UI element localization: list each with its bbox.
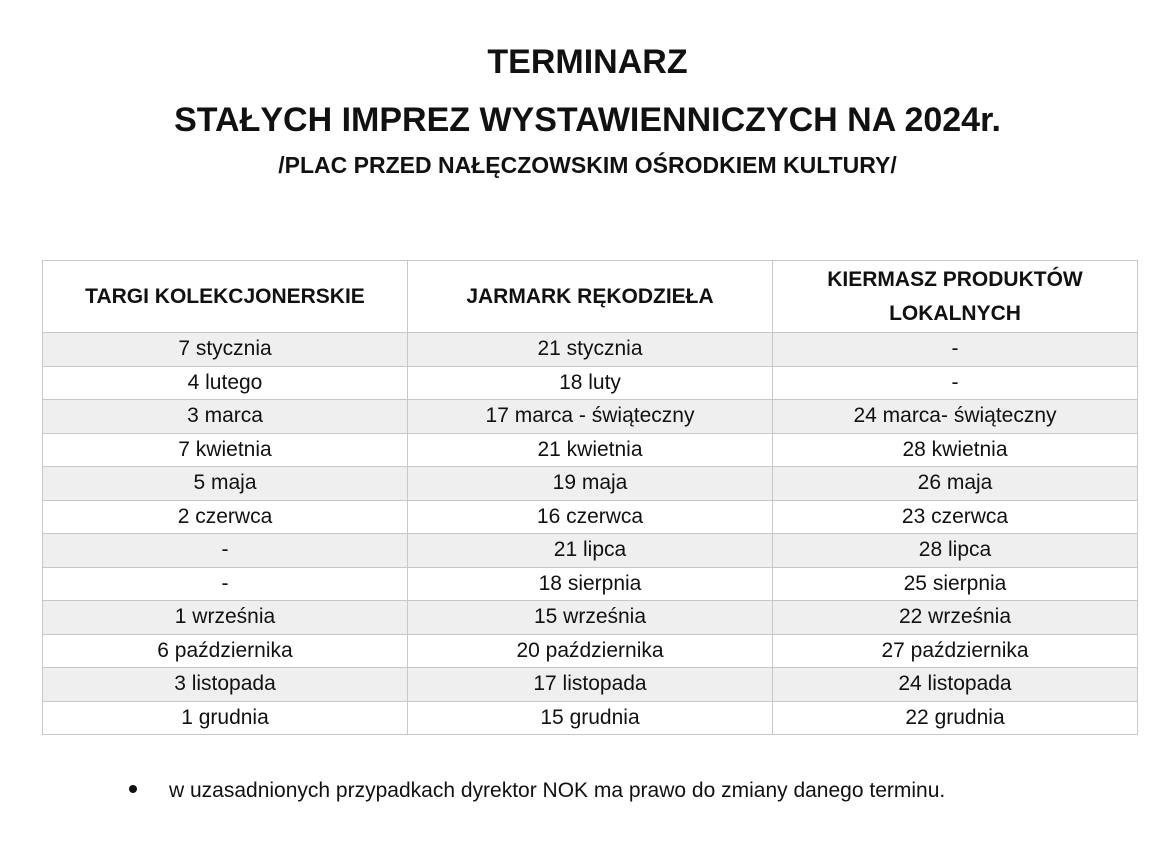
table-cell: 6 października	[43, 634, 408, 668]
table-body	[43, 333, 1138, 735]
column-header-handicraft-fair: JARMARK RĘKODZIEŁA	[408, 261, 773, 333]
table-row	[43, 500, 1138, 534]
bullet-icon	[129, 785, 137, 793]
table-row	[43, 601, 1138, 635]
table-cell: 26 maja	[773, 467, 1138, 501]
table-row	[43, 333, 1138, 367]
table-cell: -	[43, 567, 408, 601]
table-cell: 23 czerwca	[773, 500, 1138, 534]
table-cell: 28 lipca	[773, 534, 1138, 568]
table-cell: 21 kwietnia	[408, 433, 773, 467]
page-subtitle: STAŁYCH IMPREZ WYSTAWIENNICZYCH NA 2024r.	[174, 101, 1001, 139]
table-cell: -	[773, 366, 1138, 400]
table-cell: 3 listopada	[43, 668, 408, 702]
table-row	[43, 400, 1138, 434]
table-header-row	[43, 261, 1138, 333]
table-cell: 20 października	[408, 634, 773, 668]
table-cell: 28 kwietnia	[773, 433, 1138, 467]
table-cell: 15 grudnia	[408, 701, 773, 735]
table-cell: 5 maja	[43, 467, 408, 501]
table-cell: 2 czerwca	[43, 500, 408, 534]
table-cell: 22 września	[773, 601, 1138, 635]
table-cell: 7 stycznia	[43, 333, 408, 367]
column-header-collectors-fair: TARGI KOLEKCJONERSKIE	[43, 261, 408, 333]
table-row	[43, 467, 1138, 501]
table-cell: 24 marca- świąteczny	[773, 400, 1138, 434]
table-cell: 4 lutego	[43, 366, 408, 400]
table-cell: 16 czerwca	[408, 500, 773, 534]
table-cell: 21 lipca	[408, 534, 773, 568]
table-cell: -	[773, 333, 1138, 367]
table-cell: 19 maja	[408, 467, 773, 501]
footnote-text: w uzasadnionych przypadkach dyrektor NOK ma prawo do zmiany danego terminu.	[169, 779, 946, 802]
table-cell: 24 listopada	[773, 668, 1138, 702]
table-row	[43, 634, 1138, 668]
table-row	[43, 433, 1138, 467]
table-cell: 7 kwietnia	[43, 433, 408, 467]
table-cell: 1 grudnia	[43, 701, 408, 735]
table-cell: 17 listopada	[408, 668, 773, 702]
table-cell: 27 października	[773, 634, 1138, 668]
table-cell: 25 sierpnia	[773, 567, 1138, 601]
table-row	[43, 668, 1138, 702]
table-row	[43, 366, 1138, 400]
table-cell: 18 luty	[408, 366, 773, 400]
table-cell: -	[43, 534, 408, 568]
table-cell: 22 grudnia	[773, 701, 1138, 735]
column-header-local-products-fair: KIERMASZ PRODUKTÓW LOKALNYCH	[773, 261, 1138, 333]
table-row	[43, 534, 1138, 568]
table-cell: 15 września	[408, 601, 773, 635]
table-cell: 1 września	[43, 601, 408, 635]
events-schedule-table	[42, 260, 1138, 735]
table-row	[43, 567, 1138, 601]
location-caption: /PLAC PRZED NAŁĘCZOWSKIM OŚRODKIEM KULTURY/	[278, 152, 897, 178]
page-title: TERMINARZ	[487, 43, 688, 81]
footnote	[125, 774, 945, 808]
table-cell: 17 marca - świąteczny	[408, 400, 773, 434]
table-cell: 18 sierpnia	[408, 567, 773, 601]
table-cell: 3 marca	[43, 400, 408, 434]
table-row	[43, 701, 1138, 735]
table-cell: 21 stycznia	[408, 333, 773, 367]
